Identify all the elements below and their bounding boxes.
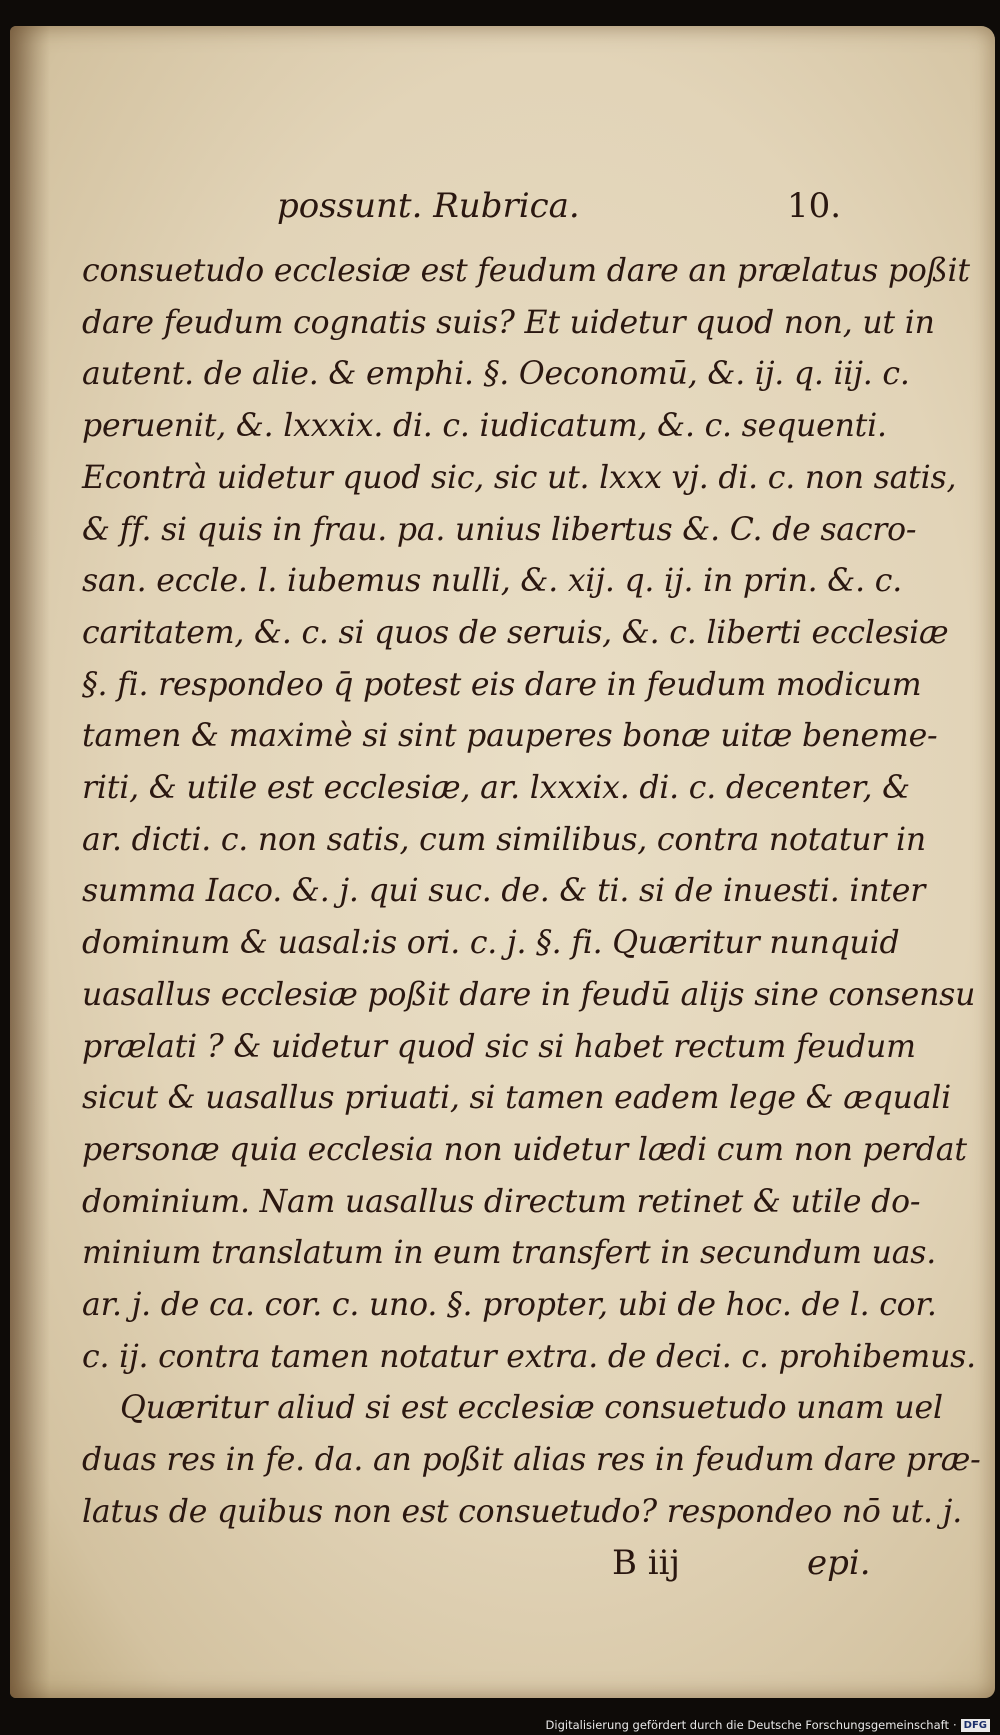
page-header (82, 186, 882, 246)
text-line: autent. de alie. & emphi. §. Oeconomū, &. ij. q. iij. c. (82, 356, 910, 393)
text-line: & ff. si quis in frau. pa. unius libertus &. C. de sacro- (82, 511, 917, 548)
book-page (10, 26, 995, 1698)
text-line: latus de quibus non est consuetudo? respondeo nō ut. j. (82, 1493, 963, 1530)
page-gutter-shadow (10, 26, 50, 1698)
text-line: dare feudum cognatis suis? Et uidetur quod non, ut in (82, 304, 935, 341)
folio-number: 10. (787, 186, 842, 226)
dfg-logo-icon: DFG (961, 1719, 990, 1732)
text-line: duas res in fe. da. an poßit alias res in feudum dare præ- (82, 1442, 981, 1479)
text-line: c. ij. contra tamen notatur extra. de deci. c. prohibemus. (82, 1338, 976, 1375)
text-line: dominium. Nam uasallus directum retinet & utile do- (82, 1183, 921, 1220)
text-line: peruenit, &. lxxxix. di. c. iudicatum, &. c. sequenti. (82, 408, 887, 445)
text-line: Econtrà uidetur quod sic, sic ut. lxxx vj. di. c. non satis, (82, 459, 957, 496)
text-line: ar. j. de ca. cor. c. uno. §. propter, ubi de hoc. de l. cor. (82, 1287, 937, 1324)
text-line: consuetudo ecclesiæ est feudum dare an prælatus poßit (82, 253, 970, 289)
catchword: epi. (807, 1542, 871, 1583)
text-line: dominum & uasal:is ori. c. j. §. fi. Quæritur nunquid (82, 925, 900, 962)
text-line: uasallus ecclesiæ poßit dare in feudū alijs sine consensu (82, 976, 976, 1013)
separator: · (953, 1718, 957, 1732)
text-line: prælati ? & uidetur quod sic si habet rectum feudum (82, 1028, 916, 1065)
catchline (82, 1543, 882, 1603)
text-line: san. eccle. l. iubemus nulli, &. xij. q. ij. in prin. &. c. (82, 563, 903, 600)
signature-mark: B iij (612, 1542, 681, 1583)
text-line: tamen & maximè si sint pauperes bonæ uitæ beneme- (82, 718, 938, 755)
text-line: summa Iaco. &. j. qui suc. de. & ti. si de inuesti. inter (82, 873, 926, 910)
page-text-block (82, 186, 981, 1603)
credit-text: Digitalisierung gefördert durch die Deutsche Forschungsgemeinschaft (545, 1718, 949, 1732)
text-line: §. fi. respondeo q̄ potest eis dare in feudum modicum (82, 666, 922, 703)
text-line: ar. dicti. c. non satis, cum similibus, contra notatur in (82, 821, 926, 858)
text-line: personæ quia ecclesia non uidetur lædi cum non perdat (82, 1131, 967, 1168)
text-line: riti, & utile est ecclesiæ, ar. lxxxix. di. c. decenter, & (82, 770, 910, 807)
text-line: minium translatum in eum transfert in secundum uas. (82, 1235, 937, 1272)
body-text (82, 246, 981, 1539)
text-line: caritatem, &. c. si quos de seruis, &. c. liberti ecclesiæ (82, 614, 949, 651)
digitization-credit (546, 1718, 990, 1732)
running-head: possunt. Rubrica. (277, 186, 580, 226)
text-line-paragraph-start: Quæritur aliud si est ecclesiæ consuetudo unam uel (120, 1390, 943, 1427)
text-line: sicut & uasallus priuati, si tamen eadem lege & æquali (82, 1080, 952, 1117)
